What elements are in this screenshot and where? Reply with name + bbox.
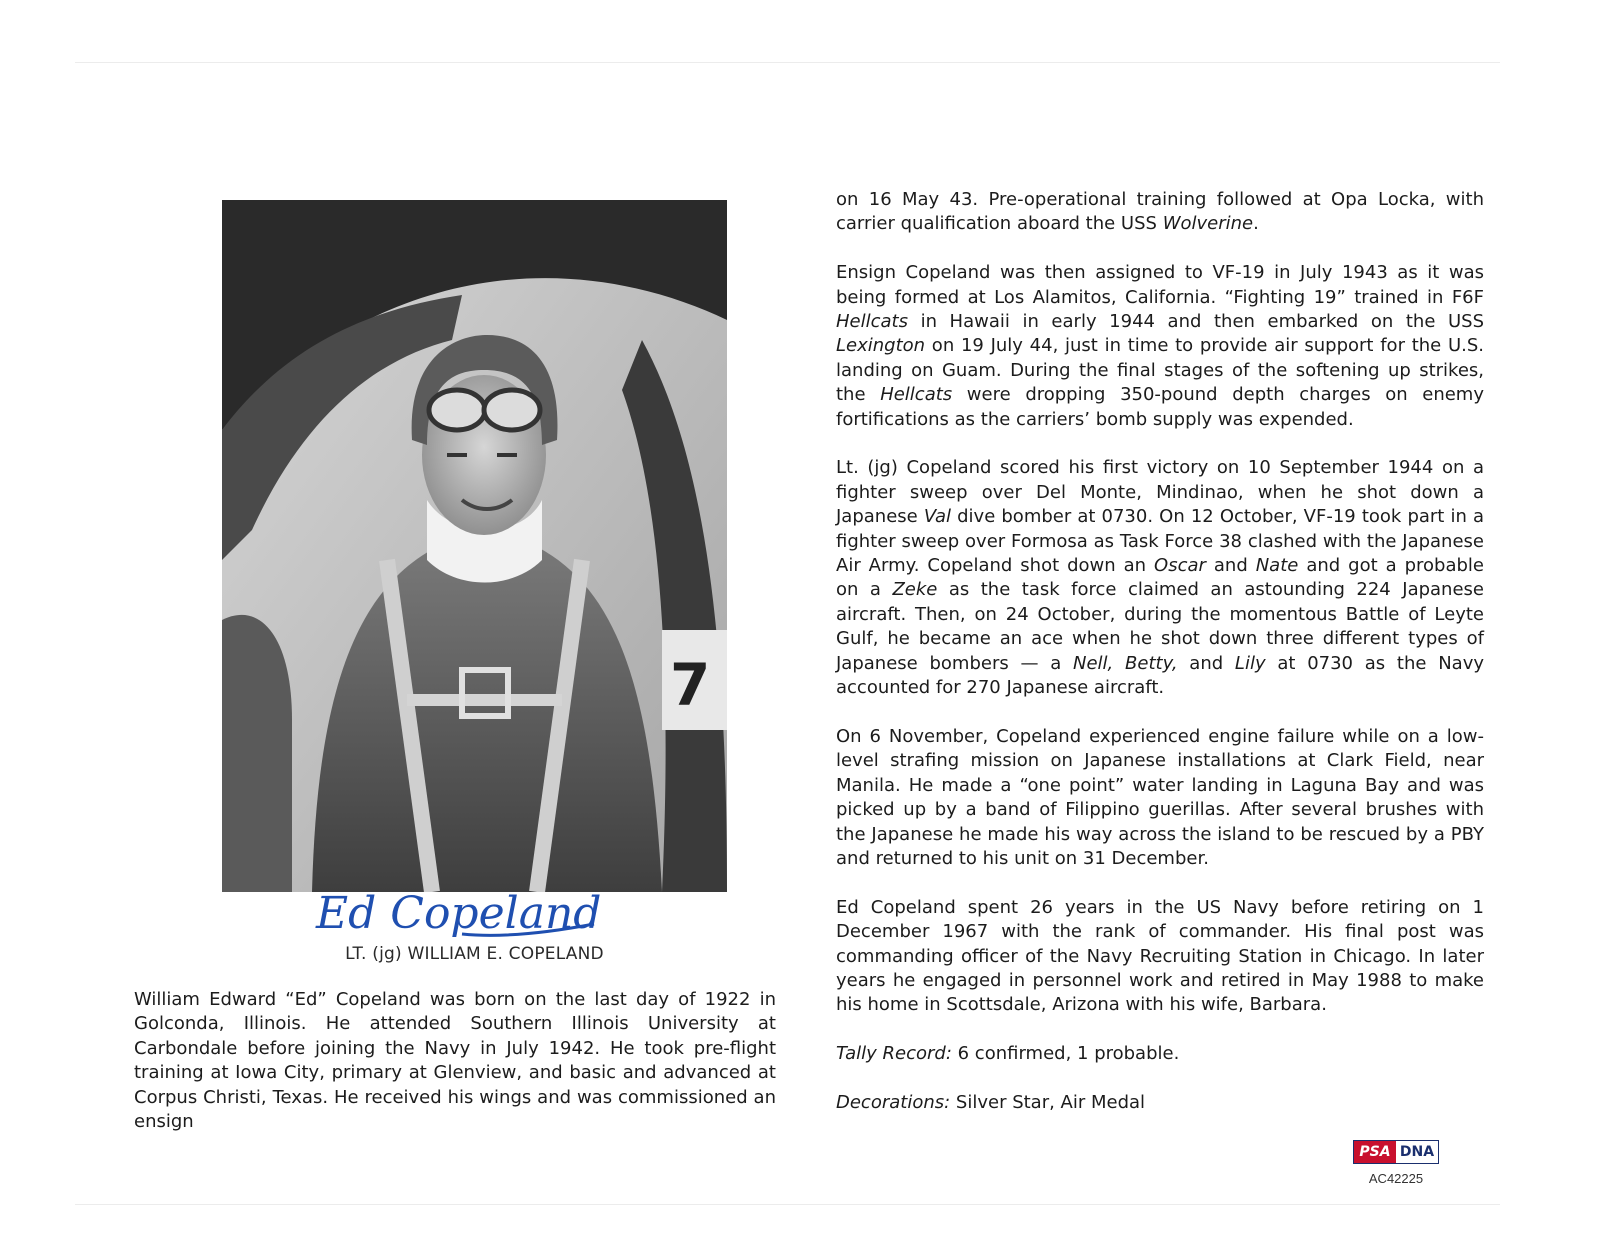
right-text-run: and <box>1205 555 1256 577</box>
right-paragraph <box>836 896 1484 1018</box>
right-text-run: 6 confirmed, 1 probable. <box>951 1043 1180 1065</box>
right-text-run: Decorations: <box>836 1091 951 1113</box>
left-paragraph <box>134 988 776 1134</box>
psa-dna-logo <box>1353 1140 1439 1164</box>
svg-text:7: 7 <box>670 651 711 719</box>
right-text-run: Hellcats <box>880 384 953 406</box>
right-text-run: in Hawaii in early 1944 and then embarked on the USS <box>907 311 1484 333</box>
right-text-run: and <box>1177 652 1235 674</box>
right-text-run: Val <box>923 506 952 528</box>
right-paragraph <box>836 1091 1484 1115</box>
right-text-run: Zeke <box>892 579 938 601</box>
biography-left-column <box>134 988 776 1134</box>
right-text-run: on 19 July 44, just in time to provide air support for the U.S. landing on Guam. During the final stages of the softening up strikes, the <box>836 335 1484 406</box>
certification-number: AC42225 <box>1368 1171 1424 1186</box>
right-text-run: Lt. (jg) Copeland scored his first victory on 10 September 1944 on a fighter sweep over Del Monte, Mindinao, when he shot down a Japanese <box>836 457 1484 528</box>
right-text-run: Ed Copeland spent 26 years in the US Navy before retiring on 1 December 1967 with the rank of commander. His final post was commanding officer of the Navy Recruiting Station in Chicago. In later years he engaged in personnel work and retired in May 1988 to make his home in Scottsdale, Arizona with his wife, Barbara. <box>836 896 1484 1016</box>
top-rule <box>75 62 1500 63</box>
right-text-run: . <box>1253 213 1259 235</box>
right-text-run: Hellcats <box>836 311 908 333</box>
right-text-run: Lily <box>1234 652 1266 674</box>
right-text-run: Silver Star, Air Medal <box>950 1091 1146 1113</box>
right-text-run: Ensign Copeland was then assigned to VF-19 in July 1943 as it was being formed at Los Alamitos, California. “Fighting 19” trained in F6F <box>836 262 1484 308</box>
biography-right-column <box>836 188 1484 1140</box>
svg-text:Ed Copeland: Ed Copeland <box>316 888 602 939</box>
right-text-run: as the task force claimed an astounding 224 Japanese aircraft. Then, on 24 October, during the momentous Battle of Leyte Gulf, he became an ace when he shot down three different types of Japanese bombers — a <box>836 579 1484 674</box>
right-text-run: and got a probable on a <box>836 555 1485 601</box>
right-paragraph <box>836 188 1484 237</box>
right-paragraph <box>836 261 1484 432</box>
photo-caption: LT. (jg) WILLIAM E. COPELAND <box>345 944 604 964</box>
right-text-run: Lexington <box>836 335 926 357</box>
right-text-run: Nell, Betty, <box>1073 652 1178 674</box>
right-text-run: Tally Record: <box>836 1043 952 1065</box>
dna-logo-text: DNA <box>1396 1141 1438 1163</box>
right-text-run: on 16 May 43. Pre-operational training followed at Opa Locka, with carrier qualification aboard the USS <box>836 189 1484 235</box>
psa-logo-text: PSA <box>1354 1141 1396 1163</box>
right-paragraph <box>836 456 1484 700</box>
right-text-run: On 6 November, Copeland experienced engine failure while on a low-level strafing mission on Japanese installations at Clark Field, near Manila. He made a “one point” water landing in Laguna Bay and was picked up by a band of Filippino guerillas. After several brushes with the Japanese he made his way across the island to be rescued by a PBY and returned to his unit on 31 December. <box>836 725 1484 869</box>
right-text-run: dive bomber at 0730. On 12 October, VF-19 took part in a fighter sweep over Formosa as Task Force 38 clashed with the Japanese Air Army. Copeland shot down an <box>836 506 1484 577</box>
right-text-run: Oscar <box>1154 555 1206 577</box>
right-text-run: at 0730 as the Navy accounted for 270 Japanese aircraft. <box>836 652 1484 699</box>
portrait-photo <box>222 200 727 892</box>
right-text-run: Nate <box>1255 555 1299 577</box>
left-text-run: William Edward “Ed” Copeland was born on the last day of 1922 in Golconda, Illinois. He attended Southern Illinois University at Carbondale before joining the Navy in July 1942. He took pre-flight training at Iowa City, primary at Glenview, and basic and advanced at Corpus Christi, Texas. He received his wings and was commissioned an ensign <box>134 989 776 1133</box>
right-text-run: were dropping 350-pound depth charges on enemy fortifications as the carriers’ bomb supply was expended. <box>836 384 1484 430</box>
right-text-run: Wolverine <box>1162 213 1254 235</box>
right-paragraph <box>836 1042 1484 1066</box>
right-paragraph <box>836 725 1484 871</box>
bottom-rule <box>75 1204 1500 1205</box>
